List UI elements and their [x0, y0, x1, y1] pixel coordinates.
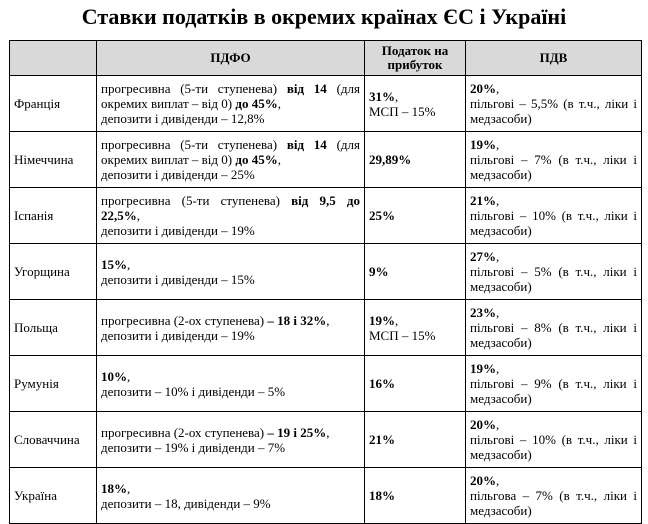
- pit-rate-bold: 15%: [101, 256, 127, 272]
- header-vat: ПДВ: [466, 41, 642, 76]
- pit-text: ,: [136, 208, 140, 223]
- table-row: [10, 76, 642, 132]
- country-cell: Польща: [10, 300, 97, 356]
- pit-dividends-text: депозити і дивіденди – 19%: [101, 223, 255, 238]
- vat-reduced-text: пільгові – 7% (в т.ч., ліки і медзасоби): [470, 152, 637, 182]
- pit-text: прогресивна (2-ох ступенева): [101, 424, 268, 440]
- pit-dividends-text: депозити – 18, дивіденди – 9%: [101, 495, 271, 511]
- table-row: [10, 468, 642, 524]
- vat-cell: [466, 132, 642, 188]
- pit-cell: [97, 76, 365, 132]
- pit-cell: [97, 300, 365, 356]
- pit-dividends-text: депозити – 19% і дивіденди – 7%: [101, 439, 286, 455]
- profit-tax-rate: 9%: [369, 264, 389, 279]
- profit-tax-cell: [365, 76, 466, 132]
- table-row: [10, 412, 642, 468]
- pit-text: (для окремих виплат – від 0): [101, 81, 360, 111]
- pit-text: ,: [127, 480, 131, 496]
- vat-text: ,: [496, 361, 500, 376]
- pit-cell: [97, 356, 365, 412]
- table-row: [10, 300, 642, 356]
- pit-rate-bold: від 9,5 до 22,5%: [101, 193, 360, 223]
- pit-dividends-text: депозити і дивіденди – 25%: [101, 167, 255, 182]
- table-header-row: [10, 41, 642, 76]
- vat-reduced-text: пільгові – 9% (в т.ч., ліки і медзасоби): [470, 376, 637, 406]
- country-cell: Франція: [10, 76, 97, 132]
- tax-rates-table: [9, 40, 642, 524]
- vat-cell: [466, 76, 642, 132]
- pit-rate-bold: 18%: [101, 480, 127, 496]
- pit-rate-bold: від 14: [286, 81, 327, 96]
- vat-reduced-text: пільгові – 8% (в т.ч., ліки і медзасоби): [470, 320, 637, 350]
- header-profit-tax: Податок на прибуток: [365, 41, 466, 76]
- header-pit: ПДФО: [97, 41, 365, 76]
- country-cell: Угорщина: [10, 244, 97, 300]
- profit-tax-sme: МСП – 15%: [369, 103, 436, 119]
- pit-rate-bold: – 19 і 25%: [267, 424, 327, 440]
- vat-cell: [466, 468, 642, 524]
- table-body: [10, 76, 642, 524]
- pit-cell: [97, 132, 365, 188]
- profit-tax-cell: [365, 412, 466, 468]
- country-cell: Україна: [10, 468, 97, 524]
- pit-text: ,: [326, 312, 330, 328]
- profit-tax-cell: [365, 356, 466, 412]
- vat-rate: 20%: [470, 417, 496, 432]
- vat-text: ,: [496, 249, 500, 264]
- vat-cell: [466, 300, 642, 356]
- vat-rate: 23%: [470, 305, 496, 320]
- pit-dividends-text: депозити – 10% і дивіденди – 5%: [101, 383, 286, 399]
- pit-text: прогресивна (5-ти ступенева): [101, 193, 292, 208]
- profit-tax-rate: 19%: [369, 312, 395, 328]
- vat-cell: [466, 356, 642, 412]
- header-country: [10, 41, 97, 76]
- profit-tax-text: ,: [395, 312, 399, 328]
- profit-tax-cell: [365, 188, 466, 244]
- vat-text: ,: [496, 305, 500, 320]
- vat-text: ,: [496, 81, 500, 96]
- pit-text: (для окремих виплат – від 0): [101, 137, 360, 167]
- vat-reduced-text: пільгові – 5,5% (в т.ч., ліки і медзасоби): [470, 96, 637, 126]
- pit-text: прогресивна (2-ох ступенева): [101, 312, 268, 328]
- vat-rate: 21%: [470, 193, 496, 208]
- pit-rate-bold: 10%: [101, 368, 127, 384]
- pit-cell: [97, 188, 365, 244]
- profit-tax-cell: [365, 244, 466, 300]
- pit-text: прогресивна (5-ти ступенева): [101, 137, 287, 152]
- pit-text: ,: [127, 368, 131, 384]
- profit-tax-rate: 25%: [369, 208, 395, 223]
- vat-cell: [466, 244, 642, 300]
- vat-text: ,: [496, 137, 500, 152]
- table-row: [10, 244, 642, 300]
- pit-text: ,: [277, 96, 281, 111]
- pit-text: ,: [127, 256, 131, 272]
- pit-text: ,: [326, 424, 330, 440]
- profit-tax-sme: МСП – 15%: [369, 327, 436, 343]
- profit-tax-cell: [365, 300, 466, 356]
- vat-reduced-text: пільгові – 5% (в т.ч., ліки і медзасоби): [470, 264, 637, 294]
- profit-tax-cell: [365, 468, 466, 524]
- profit-tax-rate: 21%: [369, 432, 395, 447]
- profit-tax-rate: 31%: [369, 88, 395, 104]
- country-cell: Іспанія: [10, 188, 97, 244]
- table-row: [10, 188, 642, 244]
- vat-text: ,: [496, 193, 500, 208]
- pit-rate-bold: – 18 і 32%: [267, 312, 327, 328]
- vat-rate: 19%: [470, 137, 496, 152]
- table-row: [10, 356, 642, 412]
- vat-rate: 20%: [470, 473, 496, 488]
- table-row: [10, 132, 642, 188]
- pit-cell: [97, 468, 365, 524]
- vat-text: ,: [496, 473, 500, 488]
- pit-rate-bold: до 45%: [235, 96, 278, 111]
- profit-tax-cell: [365, 132, 466, 188]
- vat-rate: 19%: [470, 361, 496, 376]
- pit-dividends-text: депозити і дивіденди – 19%: [101, 327, 255, 343]
- profit-tax-rate: 18%: [369, 488, 395, 503]
- country-cell: Словаччина: [10, 412, 97, 468]
- country-cell: Німеччина: [10, 132, 97, 188]
- profit-tax-rate: 16%: [369, 376, 395, 391]
- vat-reduced-text: пільгова – 7% (в т.ч., ліки і медзасоби): [470, 488, 637, 518]
- vat-reduced-text: пільгові – 10% (в т.ч., ліки і медзасоби): [470, 432, 637, 462]
- pit-rate-bold: до 45%: [235, 152, 278, 167]
- vat-rate: 20%: [470, 81, 496, 96]
- vat-text: ,: [496, 417, 500, 432]
- profit-tax-text: ,: [395, 88, 399, 104]
- vat-reduced-text: пільгові – 10% (в т.ч., ліки і медзасоби): [470, 208, 637, 238]
- pit-cell: [97, 412, 365, 468]
- vat-cell: [466, 412, 642, 468]
- pit-dividends-text: депозити і дивіденди – 12,8%: [101, 111, 265, 126]
- pit-dividends-text: депозити і дивіденди – 15%: [101, 271, 255, 287]
- vat-rate: 27%: [470, 249, 496, 264]
- page-title: Ставки податків в окремих країнах ЄС і Україні: [81, 4, 567, 29]
- pit-text: ,: [277, 152, 281, 167]
- pit-rate-bold: від 14: [286, 137, 327, 152]
- vat-cell: [466, 188, 642, 244]
- pit-cell: [97, 244, 365, 300]
- profit-tax-rate: 29,89%: [369, 152, 412, 167]
- pit-text: прогресивна (5-ти ступенева): [101, 81, 287, 96]
- country-cell: Румунія: [10, 356, 97, 412]
